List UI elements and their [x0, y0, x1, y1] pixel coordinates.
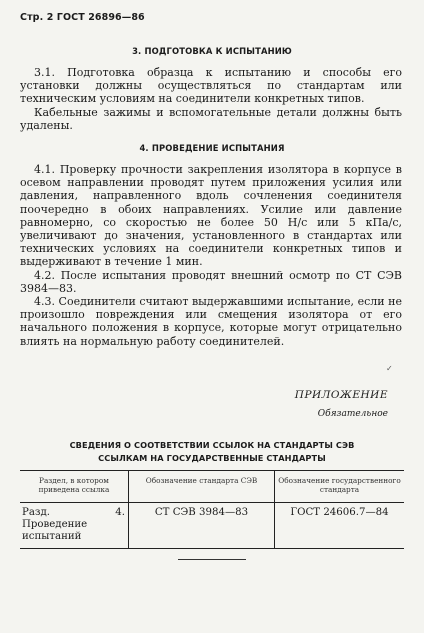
column-header-sev-standard: Обозначение стандарта СЭВ	[128, 471, 274, 502]
table-row	[20, 503, 404, 548]
section-3-title: 3. ПОДГОТОВКА К ИСПЫТАНИЮ	[132, 46, 292, 56]
page-header: Стр. 2 ГОСТ 26896—86	[20, 12, 145, 23]
margin-mark: ✓	[386, 364, 393, 373]
column-header-section: Раздел, в котором приведена ссылка	[38, 476, 110, 494]
appendix-title: ПРИЛОЖЕНИЕ	[294, 389, 388, 401]
cell-sev-standard: СТ СЭВ 3984—83	[128, 503, 274, 548]
paragraph-3-1: 3.1. Подготовка образца к испытанию и способы его установки должны осуществляться по стандартам или техническим условиям на соединители конкретных типов.	[20, 66, 402, 106]
cell-state-standard: ГОСТ 24606.7—84	[274, 503, 404, 548]
table-header-row	[20, 471, 404, 503]
section-4-body	[20, 163, 402, 348]
references-title-line-2: ССЫЛКАМ НА ГОСУДАРСТВЕННЫЕ СТАНДАРТЫ	[98, 452, 326, 463]
column-header-state-standard: Обозначение государственного стандарта	[274, 471, 404, 502]
appendix-heading	[295, 389, 388, 419]
paragraph-4-2: 4.2. После испытания проводят внешний осмотр по СТ СЭВ 3984—83.	[20, 268, 402, 295]
references-title	[20, 439, 404, 464]
section-3-body	[20, 66, 402, 132]
paragraph-4-1: 4.1. Проверку прочности закрепления изолятора в корпусе в осевом направлении проводят путем приложения усилия или давления, направленного вдоль сочленения соединителя поочередно в обоих направлениях. Усилие или давление равномерно, со скоростью не более 50 Н/с или 5 кПа/с, увеличивают до значения, установленного в стандартах или технических условиях на соединители конкретных типов и выдерживают в течение 1 мин.	[20, 163, 402, 269]
references-title-line-1: СВЕДЕНИЯ О СООТВЕТСТВИИ ССЫЛОК НА СТАНДАРТЫ СЭВ	[69, 440, 355, 450]
paragraph-3-1-note: Кабельные зажимы и вспомогательные детали должны быть удалены.	[20, 105, 402, 132]
end-divider	[178, 559, 246, 560]
appendix-subtitle: Обязательное	[317, 409, 388, 419]
section-4-title: 4. ПРОВЕДЕНИЕ ИСПЫТАНИЯ	[139, 143, 285, 153]
cell-section: Разд. 4. Проведение испытаний	[22, 507, 125, 542]
references-table	[20, 470, 404, 549]
paragraph-4-3: 4.3. Соединители считают выдержавшими испытание, если не произошло повреждения или смещения изолятора от его начального положения в корпусе, которые могут отрицательно влиять на нормальную работу соединителей.	[20, 295, 402, 348]
